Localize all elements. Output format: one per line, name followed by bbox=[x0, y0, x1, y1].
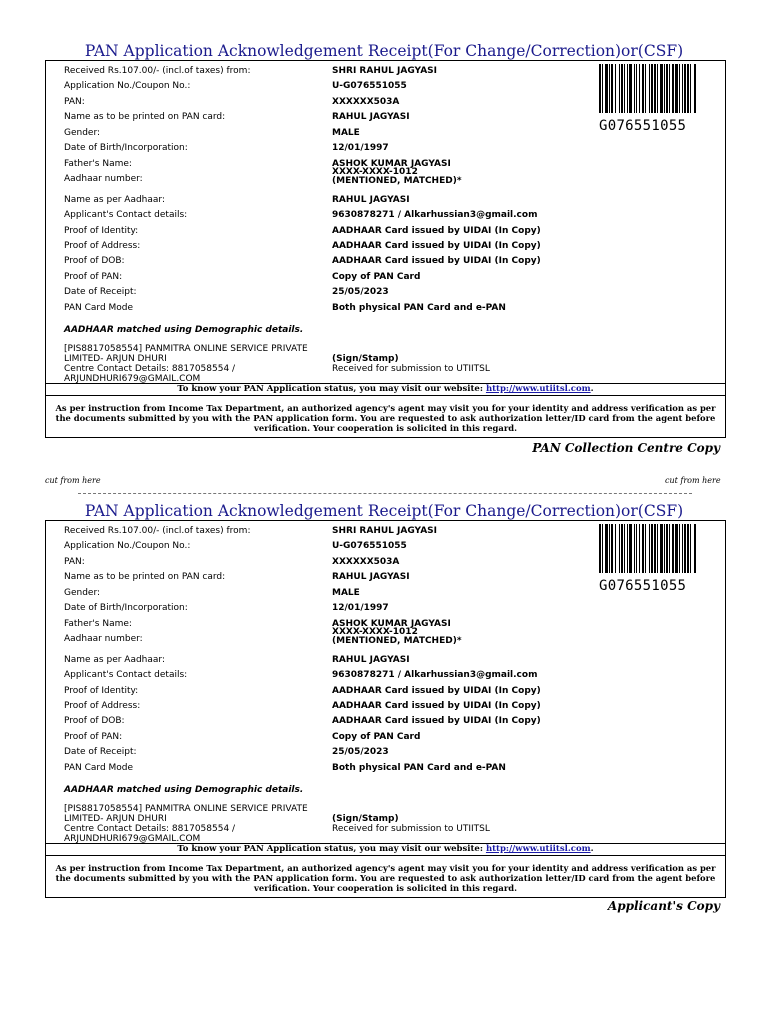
receipt-title: PAN Application Acknowledgement Receipt(For Change/Correction)or(CSF) bbox=[84, 42, 684, 60]
field-value: U-G076551055 bbox=[332, 541, 407, 551]
field-value: RAHUL JAGYASI bbox=[332, 655, 410, 665]
field-label: Date of Birth/Incorporation: bbox=[64, 143, 188, 153]
field-value: AADHAAR Card issued by UIDAI (In Copy) bbox=[332, 701, 541, 711]
field-label: Name as to be printed on PAN card: bbox=[64, 572, 226, 582]
field-value: AADHAAR Card issued by UIDAI (In Copy) bbox=[332, 716, 541, 726]
field-label: Applicant's Contact details: bbox=[64, 670, 188, 680]
field-label: Application No./Coupon No.: bbox=[64, 81, 191, 91]
field-value: 25/05/2023 bbox=[332, 747, 389, 757]
utiitsl-website-link[interactable]: http://www.utiitsl.com bbox=[485, 844, 591, 854]
verification-note: As per instruction from Income Tax Department, an authorized agency's agent may visit you for your identity and address verification as per the documents submitted by you with the PAN application form. You are requested to ask authorization letter/ID card from the agent before verification. Your cooperation is solicited in this regard. bbox=[55, 403, 716, 433]
status-text-end: . bbox=[590, 844, 594, 854]
field-value: AADHAAR Card issued by UIDAI (In Copy) bbox=[332, 226, 541, 236]
aadhaar-matched-note: AADHAAR matched using Demographic details. bbox=[64, 785, 304, 795]
status-text: To know your PAN Application status, you may visit our website: bbox=[177, 384, 483, 394]
verification-note: As per instruction from Income Tax Department, an authorized agency's agent may visit you for your identity and address verification as per the documents submitted by you with the PAN application form. You are requested to ask authorization letter/ID card from the agent before verification. Your cooperation is solicited in this regard. bbox=[55, 863, 716, 893]
status-text: To know your PAN Application status, you may visit our website: bbox=[177, 844, 483, 854]
barcode-bars bbox=[599, 64, 709, 114]
field-label: PAN Card Mode bbox=[64, 303, 134, 313]
field-value: SHRI RAHUL JAGYASI bbox=[332, 526, 437, 536]
field-value-note: (MENTIONED, MATCHED)* bbox=[332, 176, 462, 186]
sign-stamp-label: (Sign/Stamp) bbox=[332, 814, 399, 824]
utiitsl-website-link[interactable]: http://www.utiitsl.com bbox=[485, 384, 591, 394]
centre-details bbox=[64, 804, 308, 844]
copy-label: PAN Collection Centre Copy bbox=[532, 441, 720, 455]
centre-line-2: LIMITED- ARJUN DHURI bbox=[64, 354, 167, 364]
field-label: Received Rs.107.00/- (incl.of taxes) from: bbox=[64, 66, 251, 76]
centre-line-3: Centre Contact Details: 8817058554 / bbox=[64, 824, 236, 834]
field-label: Proof of Address: bbox=[64, 701, 141, 711]
field-value-note: (MENTIONED, MATCHED)* bbox=[332, 636, 462, 646]
field-value: 9630878271 / Alkarhussian3@gmail.com bbox=[332, 670, 538, 680]
field-label: Name as to be printed on PAN card: bbox=[64, 112, 226, 122]
field-label: Application No./Coupon No.: bbox=[64, 541, 191, 551]
field-label: Proof of Address: bbox=[64, 241, 141, 251]
field-label: Aadhaar number: bbox=[64, 634, 143, 644]
barcode-bars bbox=[599, 524, 709, 574]
cut-from-here-left: cut from here bbox=[45, 476, 101, 485]
field-label: Father's Name: bbox=[64, 159, 132, 169]
field-value: 9630878271 / Alkarhussian3@gmail.com bbox=[332, 210, 538, 220]
field-value: ASHOK KUMAR JAGYASI bbox=[332, 619, 451, 629]
field-value: RAHUL JAGYASI bbox=[332, 195, 410, 205]
receipt-title: PAN Application Acknowledgement Receipt(For Change/Correction)or(CSF) bbox=[84, 502, 684, 520]
field-value: 12/01/1997 bbox=[332, 603, 389, 613]
status-text-end: . bbox=[590, 384, 594, 394]
cut-from-here-right: cut from here bbox=[665, 476, 721, 485]
field-value: XXXXXX503A bbox=[332, 557, 400, 567]
copy-label: Applicant's Copy bbox=[607, 899, 720, 913]
field-value: Copy of PAN Card bbox=[332, 732, 421, 742]
field-label: Proof of DOB: bbox=[64, 716, 125, 726]
field-value: XXXX-XXXX-1012 bbox=[332, 167, 418, 177]
field-value: RAHUL JAGYASI bbox=[332, 112, 410, 122]
sign-stamp-label: (Sign/Stamp) bbox=[332, 354, 399, 364]
barcode-number: G076551055 bbox=[599, 118, 687, 134]
field-label: Date of Receipt: bbox=[64, 747, 137, 757]
field-label: PAN: bbox=[64, 97, 85, 107]
field-label: Proof of PAN: bbox=[64, 732, 123, 742]
cut-line bbox=[78, 493, 692, 494]
field-label: Proof of PAN: bbox=[64, 272, 123, 282]
field-label: Name as per Aadhaar: bbox=[64, 195, 165, 205]
status-info-bar bbox=[46, 383, 725, 396]
field-label: PAN: bbox=[64, 557, 85, 567]
field-value: 25/05/2023 bbox=[332, 287, 389, 297]
field-value: ASHOK KUMAR JAGYASI bbox=[332, 159, 451, 169]
centre-line-4: ARJUNDHURI679@GMAIL.COM bbox=[64, 834, 201, 844]
field-label: Aadhaar number: bbox=[64, 174, 143, 184]
centre-line-1: [PIS8817058554] PANMITRA ONLINE SERVICE PRIVATE bbox=[64, 804, 308, 814]
field-label: Date of Receipt: bbox=[64, 287, 137, 297]
field-label: Proof of Identity: bbox=[64, 226, 139, 236]
status-info-bar bbox=[46, 843, 725, 856]
field-value: SHRI RAHUL JAGYASI bbox=[332, 66, 437, 76]
field-label: Father's Name: bbox=[64, 619, 132, 629]
field-value: AADHAAR Card issued by UIDAI (In Copy) bbox=[332, 256, 541, 266]
field-label: Proof of Identity: bbox=[64, 686, 139, 696]
field-label: Proof of DOB: bbox=[64, 256, 125, 266]
centre-line-2: LIMITED- ARJUN DHURI bbox=[64, 814, 167, 824]
centre-line-4: ARJUNDHURI679@GMAIL.COM bbox=[64, 374, 201, 384]
centre-details bbox=[64, 344, 308, 384]
field-label: Date of Birth/Incorporation: bbox=[64, 603, 188, 613]
field-value: XXXXXX503A bbox=[332, 97, 400, 107]
field-label: Gender: bbox=[64, 588, 101, 598]
centre-line-1: [PIS8817058554] PANMITRA ONLINE SERVICE PRIVATE bbox=[64, 344, 308, 354]
barcode-number: G076551055 bbox=[599, 578, 687, 594]
field-value: Copy of PAN Card bbox=[332, 272, 421, 282]
field-value: Both physical PAN Card and e-PAN bbox=[332, 303, 506, 313]
barcode bbox=[599, 524, 709, 594]
receipt-box bbox=[45, 520, 726, 898]
field-value: U-G076551055 bbox=[332, 81, 407, 91]
field-value: RAHUL JAGYASI bbox=[332, 572, 410, 582]
field-value: Both physical PAN Card and e-PAN bbox=[332, 763, 506, 773]
field-label: Applicant's Contact details: bbox=[64, 210, 188, 220]
field-value: XXXX-XXXX-1012 bbox=[332, 627, 418, 637]
field-value: MALE bbox=[332, 128, 360, 138]
field-label: Name as per Aadhaar: bbox=[64, 655, 165, 665]
field-value: AADHAAR Card issued by UIDAI (In Copy) bbox=[332, 241, 541, 251]
aadhaar-matched-note: AADHAAR matched using Demographic details. bbox=[64, 325, 304, 335]
sign-stamp-block bbox=[332, 814, 490, 834]
sign-stamp-block bbox=[332, 354, 490, 374]
barcode bbox=[599, 64, 709, 134]
centre-line-3: Centre Contact Details: 8817058554 / bbox=[64, 364, 236, 374]
field-value: MALE bbox=[332, 588, 360, 598]
field-value: AADHAAR Card issued by UIDAI (In Copy) bbox=[332, 686, 541, 696]
received-for-submission: Received for submission to UTIITSL bbox=[332, 364, 490, 374]
field-value: 12/01/1997 bbox=[332, 143, 389, 153]
received-for-submission: Received for submission to UTIITSL bbox=[332, 824, 490, 834]
field-label: Received Rs.107.00/- (incl.of taxes) from: bbox=[64, 526, 251, 536]
field-label: Gender: bbox=[64, 128, 101, 138]
receipt-box bbox=[45, 60, 726, 438]
field-label: PAN Card Mode bbox=[64, 763, 134, 773]
